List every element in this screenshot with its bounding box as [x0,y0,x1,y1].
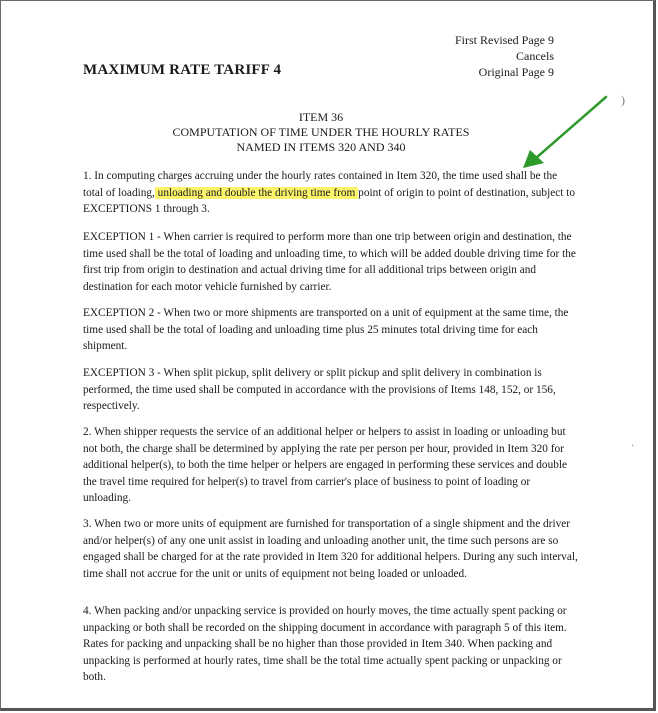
arrow-head [523,150,544,168]
exception-2: EXCEPTION 2 - When two or more shipments are transported on a unit of equipment at the same time, the time used shall be the total of loading and unloading time plus 25 minutes total driving time for each shipment. [83,307,569,353]
scan-mark: ) [621,93,625,107]
revision-line-2: Cancels [516,49,554,63]
item-heading [121,110,521,155]
paragraph-1 [83,168,578,218]
revision-line-3: Original Page 9 [478,65,554,79]
paragraph-2: 2. When shipper requests the service of an additional helper or helpers to assist in loading or unloading but not both, the charge shall be determined by applying the rate per person per hour, provided in Item 320 for additional helper(s), to both the time helper or helpers are engaged in performing these services and double the travel time required for helper(s) to travel from carrier's place of business to point of loading or unloading. [83,426,568,505]
item-title-line-1: COMPUTATION OF TIME UNDER THE HOURLY RATES [172,125,470,139]
paragraph-1-start: 1. In computing charges accruing under the hourly rates contained in Item 320, the time used shall be the total of loading, [83,170,558,199]
exception-1: EXCEPTION 1 - When carrier is required to perform more than one trip between origin and destination, the time used shall be the total of loading and unloading time, to which will be added double driving time for the first trip from origin to destination and actual driving time for all additional trips between origin and destination for each motor vehicle furnished by carrier. [83,231,576,293]
highlighted-text: unloading and double the driving time from [154,186,359,199]
paragraph-3: 3. When two or more units of equipment are furnished for transportation of a single shipment and the driver and/or helper(s) of any one unit assist in loading and unloading another unit, the time such persons are so engaged shall be charged for at the rate provided in Item 320 for additional helpers. During any such interval, time shall not accrue for the unit or units of equipment not being loaded or unloaded. [83,518,578,580]
scan-speck: · [631,441,635,452]
revision-line-1: First Revised Page 9 [455,33,554,47]
item-title-line-2: NAMED IN ITEMS 320 AND 340 [236,140,406,154]
revision-block [455,32,554,80]
arrow-shaft [536,97,606,158]
paragraph-1-end: point of origin to point of destination, subject to EXCEPTIONS 1 through 3. [83,186,575,216]
tariff-title: MAXIMUM RATE TARIFF 4 [83,62,282,78]
paragraph-4: 4. When packing and/or unpacking service is provided on hourly moves, the time actually spent packing or unpacking or both shall be recorded on the shipping document in accordance with paragraph 5 of this item. Rates for packing and unpacking shall be no higher than those provided in Item 340. When packing and unpacking is performed at hourly rates, time shall be the total time actually spent packing or unpacking or both. [83,605,567,684]
item-number: ITEM 36 [298,110,344,124]
exception-3: EXCEPTION 3 - When split pickup, split delivery or split pickup and split delivery in combination is performed, the time used shall be computed in accordance with the provisions of Items 148, 152, or 156, respectively. [83,367,556,413]
